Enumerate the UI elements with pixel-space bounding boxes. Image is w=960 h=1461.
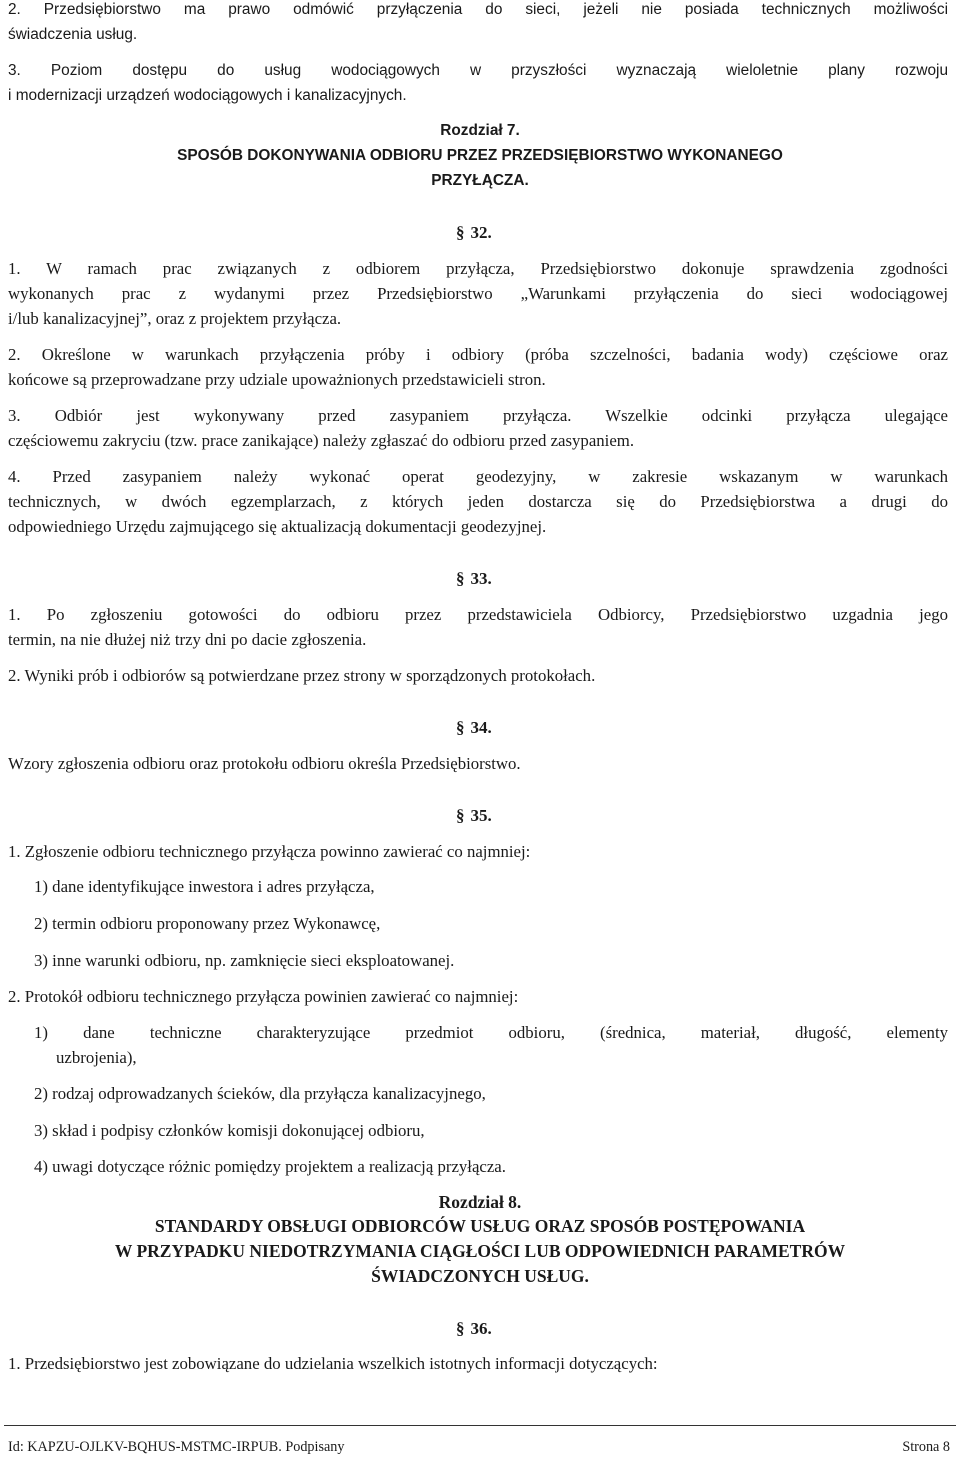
document-id: Id: KAPZU-OJLKV-BQHUS-MSTMC-IRPUB. Podpisany xyxy=(8,1439,345,1455)
paragraph-line: 1. W ramach prac związanych z odbiorem przyłącza, Przedsiębiorstwo dokonuje sprawdzenia zgodności xyxy=(8,259,948,278)
paragraph-line: 1. Zgłoszenie odbioru technicznego przyłącza powinno zawierać co najmniej: xyxy=(8,842,531,861)
page-number: Strona 8 xyxy=(902,1439,950,1455)
list-item: uzbrojenia), xyxy=(56,1048,137,1067)
paragraph-line: Wzory zgłoszenia odbioru oraz protokołu odbioru określa Przedsiębiorstwo. xyxy=(8,754,521,773)
section-heading xyxy=(456,804,492,828)
section-heading xyxy=(456,567,492,591)
list-item: 1) dane identyfikujące inwestora i adres przyłącza, xyxy=(34,877,375,896)
section-heading xyxy=(456,221,492,245)
paragraph-line: 2. Określone w warunkach przyłączenia próby i odbiory (próba szczelności, badania wody) częściowe oraz xyxy=(8,345,948,364)
section-mark: § xyxy=(456,569,465,588)
list-item: 2) termin odbioru proponowany przez Wykonawcę, xyxy=(34,914,381,933)
paragraph-line: odpowiedniego Urzędu zajmującego się aktualizacją dokumentacji geodezyjnej. xyxy=(8,517,547,536)
paragraph-line: technicznych, w dwóch egzemplarzach, z których jeden dostarcza się do Przedsiębiorstwa a drugi do xyxy=(8,492,948,511)
chapter-title: ŚWIADCZONYCH USŁUG. xyxy=(371,1266,589,1286)
paragraph-line: i modernizacji urządzeń wodociągowych i kanalizacyjnych. xyxy=(8,87,407,104)
paragraph-line: 1. Przedsiębiorstwo jest zobowiązane do udzielania wszelkich istotnych informacji dotyczących: xyxy=(8,1354,658,1373)
section-number: 33. xyxy=(470,569,492,588)
list-item: 3) skład i podpisy członków komisji dokonującej odbioru, xyxy=(34,1121,425,1140)
paragraph-line: wykonanych prac z wydanymi przez Przedsiębiorstwo „Warunkami przyłączenia do sieci wodociągowej xyxy=(8,284,948,303)
list-item: 1) dane techniczne charakteryzujące przedmiot odbioru, (średnica, materiał, długość, elementy xyxy=(34,1023,948,1042)
section-number: 34. xyxy=(470,718,492,737)
section-number: 36. xyxy=(470,1319,492,1338)
paragraph-line: termin, na nie dłużej niż trzy dni po dacie zgłoszenia. xyxy=(8,630,367,649)
section-heading xyxy=(456,1317,492,1341)
section-mark: § xyxy=(456,223,465,242)
section-mark: § xyxy=(456,718,465,737)
chapter-title: STANDARDY OBSŁUGI ODBIORCÓW USŁUG ORAZ SPOSÓB POSTĘPOWANIA xyxy=(154,1216,806,1236)
chapter-title: W PRZYPADKU NIEDOTRZYMANIA CIĄGŁOŚCI LUB ODPOWIEDNICH PARAMETRÓW xyxy=(114,1241,846,1261)
section-heading xyxy=(456,716,492,740)
list-item: 2) rodzaj odprowadzanych ścieków, dla przyłącza kanalizacyjnego, xyxy=(34,1084,486,1103)
chapter-label: Rozdział 7. xyxy=(440,122,520,139)
list-item: 3) inne warunki odbioru, np. zamknięcie sieci eksploatowanej. xyxy=(34,951,455,970)
paragraph-line: 4. Przed zasypaniem należy wykonać operat geodezyjny, w zakresie wskazanym w warunkach xyxy=(8,467,948,486)
section-number: 35. xyxy=(470,806,492,825)
paragraph-line: 1. Po zgłoszeniu gotowości do odbioru przez przedstawiciela Odbiorcy, Przedsiębiorstwo uzgadnia jego xyxy=(8,605,948,624)
paragraph-line: 3. Poziom dostępu do usług wodociągowych w przyszłości wyznaczają wieloletnie plany rozwoju xyxy=(8,62,948,79)
paragraph-line: 2. Przedsiębiorstwo ma prawo odmówić przyłączenia do sieci, jeżeli nie posiada technicznych możliwości xyxy=(8,1,948,18)
footer-divider xyxy=(4,1425,956,1426)
section-mark: § xyxy=(456,806,465,825)
section-number: 32. xyxy=(470,223,492,242)
paragraph-line: 2. Wyniki prób i odbiorów są potwierdzane przez strony w sporządzonych protokołach. xyxy=(8,666,596,685)
paragraph-line: częściowemu zakryciu (tzw. prace zanikające) należy zgłaszać do odbioru przed zasypaniem. xyxy=(8,431,635,450)
paragraph-line: i/lub kanalizacyjnej”, oraz z projektem przyłącza. xyxy=(8,309,342,328)
paragraph-line: 3. Odbiór jest wykonywany przed zasypaniem przyłącza. Wszelkie odcinki przyłącza ulegające xyxy=(8,406,948,425)
chapter-title: SPOSÓB DOKONYWANIA ODBIORU PRZEZ PRZEDSIĘBIORSTWO WYKONANEGO xyxy=(177,147,783,164)
list-item: 4) uwagi dotyczące różnic pomiędzy projektem a realizacją przyłącza. xyxy=(34,1157,506,1176)
paragraph-line: końcowe są przeprowadzane przy udziale upoważnionych przedstawicieli stron. xyxy=(8,370,546,389)
chapter-title: PRZYŁĄCZA. xyxy=(431,172,529,189)
section-mark: § xyxy=(456,1319,465,1338)
paragraph-line: 2. Protokół odbioru technicznego przyłącza powinien zawierać co najmniej: xyxy=(8,987,519,1006)
chapter-label: Rozdział 8. xyxy=(438,1192,522,1212)
paragraph-line: świadczenia usług. xyxy=(8,26,138,43)
